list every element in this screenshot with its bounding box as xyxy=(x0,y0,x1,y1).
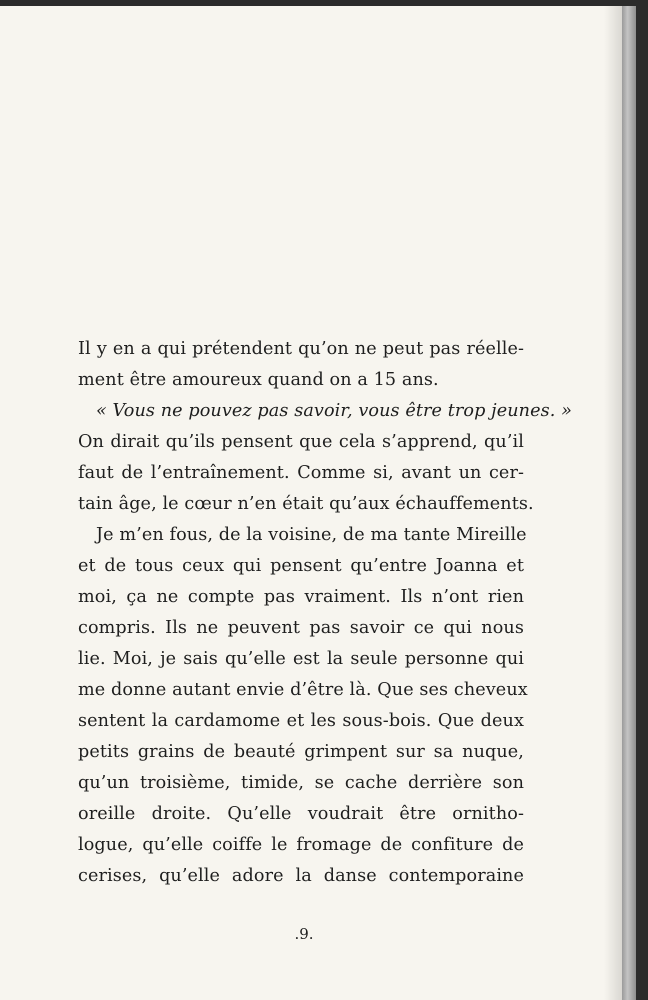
text-line: moi, ça ne compte pas vraiment. Ils n’ont rien xyxy=(78,587,524,607)
text-line: oreille droite. Qu’elle voudrait être ornitho- xyxy=(78,804,524,824)
page-gutter-shadow xyxy=(604,6,622,1000)
page-number: .9. xyxy=(294,925,314,943)
text-line: On dirait qu’ils pensent que cela s’apprend, qu’il xyxy=(78,432,524,452)
text-line: compris. Ils ne peuvent pas savoir ce qui nous xyxy=(78,618,524,638)
text-line: qu’un troisième, timide, se cache derrière son xyxy=(78,773,524,793)
text-line: lie. Moi, je sais qu’elle est la seule personne qui xyxy=(78,649,524,669)
text-line: ment être amoureux quand on a 15 ans. xyxy=(78,370,439,390)
text-line: cerises, qu’elle adore la danse contemporaine xyxy=(78,866,524,886)
text-line: logue, qu’elle coiffe le fromage de confiture de xyxy=(78,835,524,855)
text-line: sentent la cardamome et les sous-bois. Que deux xyxy=(78,711,524,731)
text-line: Il y en a qui prétendent qu’on ne peut pas réelle- xyxy=(78,339,524,359)
dialogue-line: « Vous ne pouvez pas savoir, vous être trop jeunes. » xyxy=(96,401,572,421)
page-edge xyxy=(622,6,636,1000)
body-text xyxy=(78,334,572,892)
text-line: faut de l’entraînement. Comme si, avant un cer- xyxy=(78,463,524,483)
text-line: Je m’en fous, de la voisine, de ma tante Mireille xyxy=(96,525,527,545)
text-line: petits grains de beauté grimpent sur sa nuque, xyxy=(78,742,524,762)
text-line: tain âge, le cœur n’en était qu’aux échauffements. xyxy=(78,494,534,514)
text-line: et de tous ceux qui pensent qu’entre Joanna et xyxy=(78,556,524,576)
text-line: me donne autant envie d’être là. Que ses cheveux xyxy=(78,680,528,700)
